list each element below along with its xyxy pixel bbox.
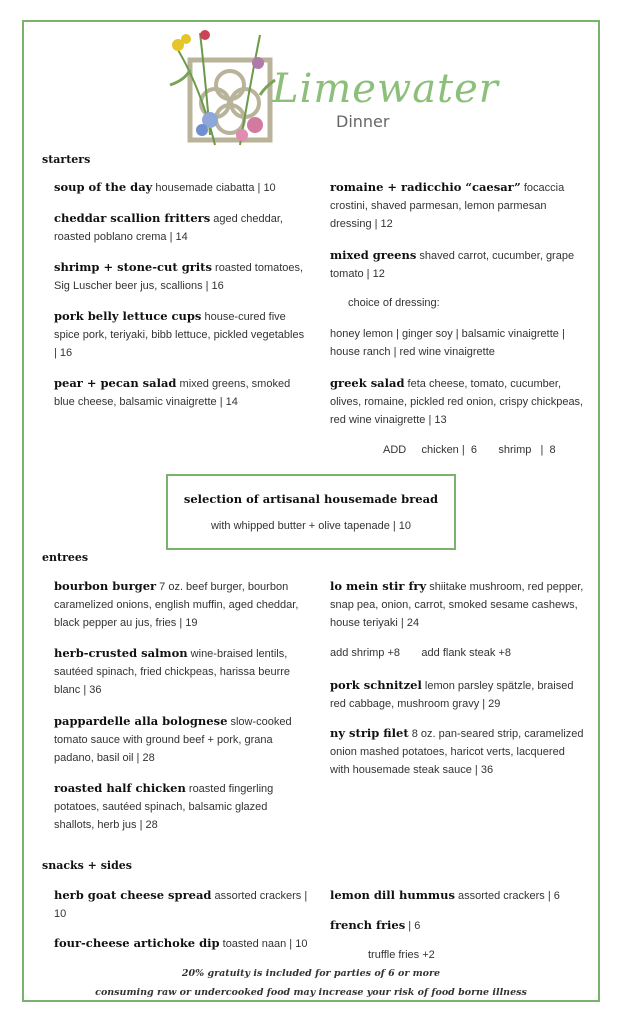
menu-item: romaine + radicchio “caesar” focaccia crostini, shaved parmesan, lemon parmesan dressing | 12 <box>330 180 565 230</box>
bread-feature-box <box>166 474 456 550</box>
bread-title: selection of artisanal housemade bread <box>183 492 439 506</box>
menu-item: pork schnitzel lemon parsley spätzle, braised red cabbage, mushroom gravy | 29 <box>330 678 574 710</box>
section-title-entrees: entrees <box>42 551 89 564</box>
menu-item: pork belly lettuce cups house-cured five spice pork, teriyaki, bibb lettuce, pickled vegetables | 16 <box>54 309 305 359</box>
menu-item: mixed greens shaved carrot, cucumber, grape tomato | 12 <box>330 248 575 280</box>
section-title-snacks: snacks + sides <box>42 859 132 872</box>
menu-item: herb-crusted salmon wine-braised lentils, sautéed spinach, fried chickpeas, harissa beurre blanc | 36 <box>54 646 291 696</box>
food-safety-warning: consuming raw or undercooked food may increase your risk of food borne illness <box>95 987 527 998</box>
menu-item: lemon dill hummus assorted crackers | 6 <box>330 888 560 902</box>
menu-item: french fries | 6 <box>330 918 421 932</box>
brand-name: Limewater <box>272 66 499 112</box>
entree-add-ons: add shrimp +8 add flank steak +8 <box>330 647 511 659</box>
menu-item: shrimp + stone-cut grits roasted tomatoes, Sig Luscher beer jus, scallions | 16 <box>54 260 304 292</box>
menu-item: lo mein stir fry shiitake mushroom, red pepper, snap pea, onion, carrot, smoked sesame cashews, house teriyaki | 24 <box>330 579 584 629</box>
floral-logo <box>160 25 290 155</box>
gratuity-note: 20% gratuity is included for parties of 6 or more <box>181 968 441 979</box>
menu-item: pappardelle alla bolognese slow-cooked tomato sauce with ground beef + pork, grana padano, basil oil | 28 <box>54 714 292 764</box>
dressing-label: choice of dressing: <box>348 297 440 309</box>
menu-item: bourbon burger 7 oz. beef burger, bourbon caramelized onions, english muffin, aged cheddar, black pepper au jus, fries | 19 <box>54 579 299 629</box>
menu-subtitle: Dinner <box>336 112 390 131</box>
menu-item: soup of the day housemade ciabatta | 10 <box>54 180 276 194</box>
menu-item: pear + pecan salad mixed greens, smoked blue cheese, balsamic vinaigrette | 14 <box>54 376 291 408</box>
menu-item: four-cheese artichoke dip toasted naan | 10 <box>54 936 308 950</box>
menu-item: herb goat cheese spread assorted crackers | 10 <box>54 888 308 920</box>
add-protein-line: ADD chicken | 6 shrimp | 8 <box>383 444 556 456</box>
truffle-fries-addon: truffle fries +2 <box>368 949 435 961</box>
menu-item: greek salad feta cheese, tomato, cucumber, olives, romaine, pickled red onion, crispy chickpeas, red wine vinaigrette | 13 <box>330 376 584 426</box>
menu-item: ny strip filet 8 oz. pan-seared strip, caramelized onion mashed potatoes, haricot verts, lacquered with housemade steak sauce | 36 <box>330 726 584 776</box>
menu-item: cheddar scallion fritters aged cheddar, roasted poblano crema | 14 <box>54 211 283 243</box>
section-title-starters: starters <box>42 153 91 166</box>
menu-item: roasted half chicken roasted fingerling potatoes, sautéed spinach, balsamic glazed shallots, herb jus | 28 <box>54 781 274 831</box>
bread-description: with whipped butter + olive tapenade | 10 <box>210 520 412 532</box>
dressing-options: honey lemon | ginger soy | balsamic vinaigrette | house ranch | red wine vinaigrette <box>330 328 565 358</box>
